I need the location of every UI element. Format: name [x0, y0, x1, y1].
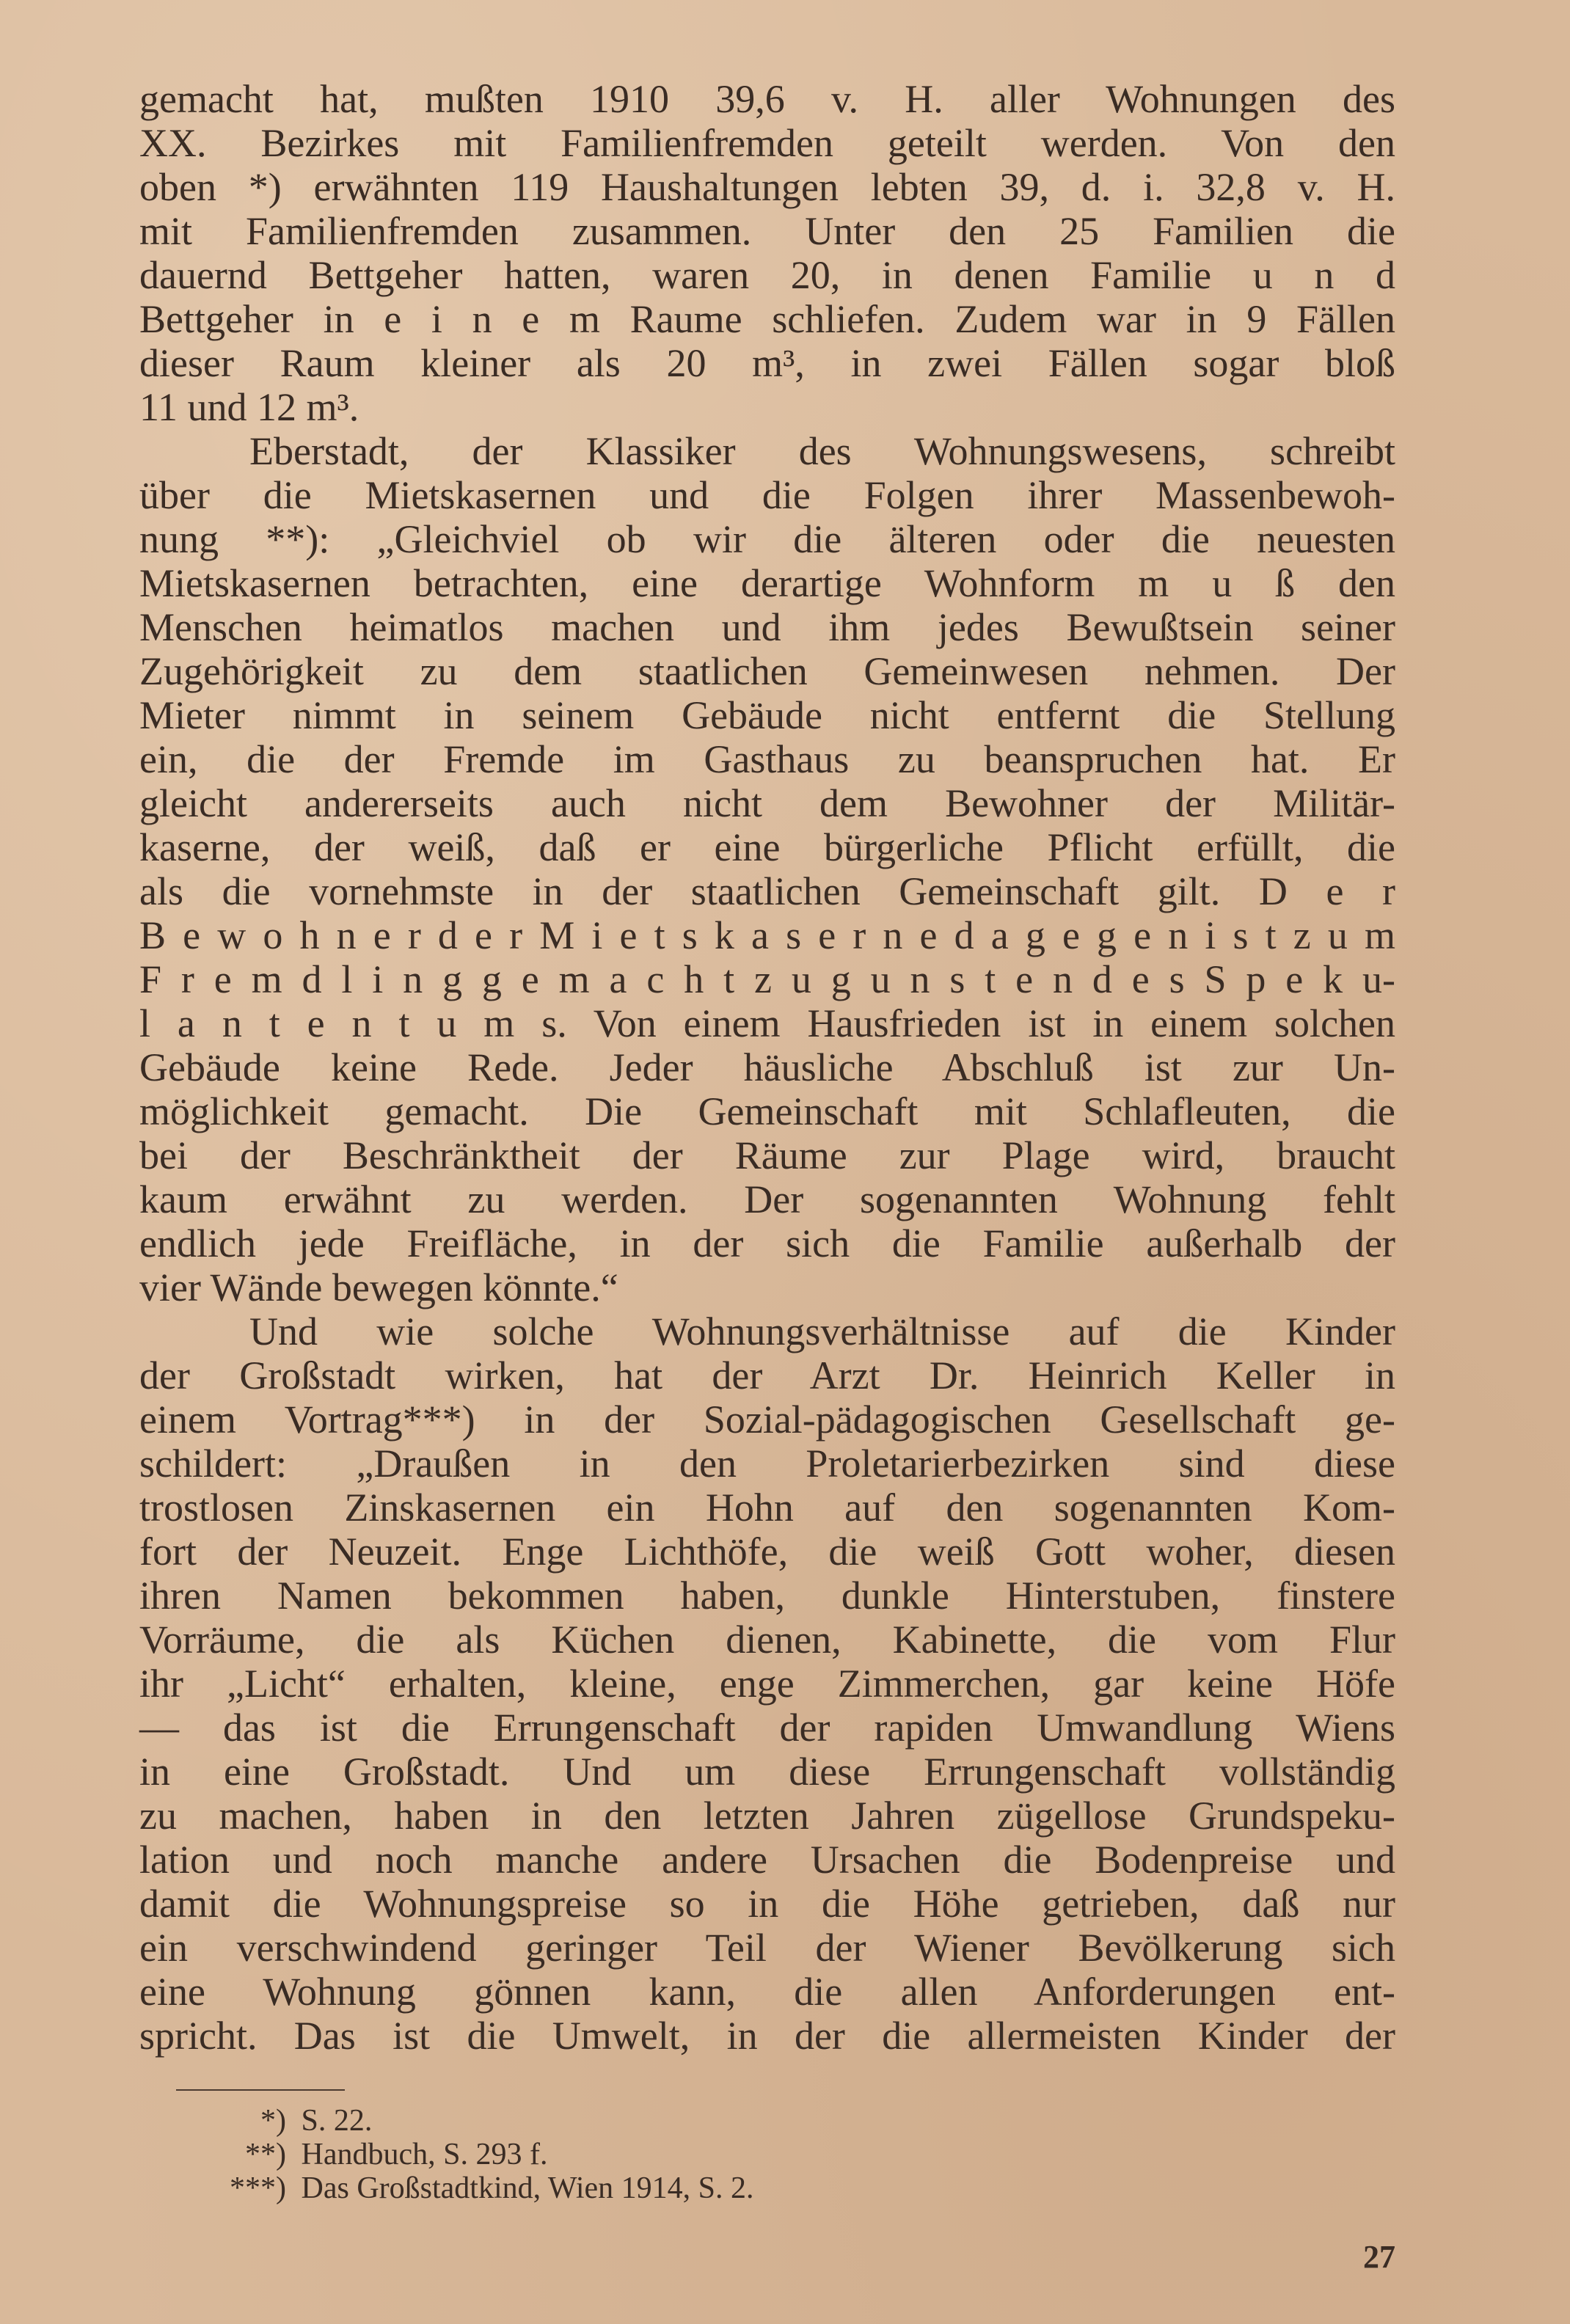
text-line: trostlosen Zinskasernen ein Hohn auf den sogenannten Kom- [139, 1486, 1395, 1530]
text-line: ein, die der Fremde im Gasthaus zu beanspruchen hat. Er [139, 737, 1395, 781]
text-line: einem Vortrag***) in der Sozial-pädagogischen Gesellschaft ge- [139, 1397, 1395, 1441]
text-line: Menschen heimatlos machen und ihm jedes Bewußtsein seiner [139, 605, 1395, 649]
text-line: — das ist die Errungenschaft der rapiden Umwandlung Wiens [139, 1706, 1395, 1750]
text-line: fort der Neuzeit. Enge Lichthöfe, die weiß Gott woher, diesen [139, 1530, 1395, 1574]
paragraph-start-line: Und wie solche Wohnungsverhältnisse auf die Kinder [249, 1309, 1395, 1353]
footnotes [139, 2104, 1395, 2205]
text-line: ein verschwindend geringer Teil der Wiener Bevölkerung sich [139, 1926, 1395, 1970]
footnote-item [139, 2171, 1395, 2205]
footnote-text: Das Großstadtkind, Wien 1914, S. 2. [301, 2171, 754, 2205]
footnote-mark: **) [245, 2138, 286, 2171]
text-line: Vorräume, die als Küchen dienen, Kabinette, die vom Flur [139, 1618, 1395, 1662]
text-line: Gebäude keine Rede. Jeder häusliche Abschluß ist zur Un- [139, 1045, 1395, 1089]
text-line: gleicht andererseits auch nicht dem Bewohner der Militär- [139, 781, 1395, 825]
text-line: mit Familienfremden zusammen. Unter den 25 Familien die [139, 209, 1395, 253]
footnote-item [139, 2138, 1395, 2171]
text-line: bei der Beschränktheit der Räume zur Plage wird, braucht [139, 1133, 1395, 1177]
text-line: damit die Wohnungspreise so in die Höhe getrieben, daß nur [139, 1882, 1395, 1926]
text-line: ihr „Licht“ erhalten, kleine, enge Zimmerchen, gar keine Höfe [139, 1662, 1395, 1706]
text-line: der Großstadt wirken, hat der Arzt Dr. Heinrich Keller in [139, 1353, 1395, 1397]
text-line: B e w o h n e r d e r M i e t s k a s e r n e d a g e g e n i s t z u m [139, 913, 1395, 957]
text-line: oben *) erwähnten 119 Haushaltungen lebten 39, d. i. 32,8 v. H. [139, 165, 1395, 209]
text-line: XX. Bezirkes mit Familienfremden geteilt werden. Von den [139, 121, 1395, 165]
text-line: spricht. Das ist die Umwelt, in der die allermeisten Kinder der [139, 2014, 1395, 2058]
text-line: vier Wände bewegen könnte.“ [139, 1265, 618, 1309]
text-line: kaum erwähnt zu werden. Der sogenannten Wohnung fehlt [139, 1177, 1395, 1221]
footnote-divider [176, 2089, 345, 2091]
text-line: ihren Namen bekommen haben, dunkle Hinterstuben, finstere [139, 1574, 1395, 1618]
text-line: in eine Großstadt. Und um diese Errungenschaft vollständig [139, 1750, 1395, 1794]
text-line: Mieter nimmt in seinem Gebäude nicht entfernt die Stellung [139, 693, 1395, 737]
footnote-item [139, 2104, 1395, 2138]
text-line: als die vornehmste in der staatlichen Gemeinschaft gilt. D e r [139, 869, 1395, 913]
text-line: lation und noch manche andere Ursachen die Bodenpreise und [139, 1838, 1395, 1882]
text-line: dieser Raum kleiner als 20 m³, in zwei Fällen sogar bloß [139, 341, 1395, 385]
footnote-text: S. 22. [301, 2104, 373, 2138]
text-line: nung **): „Gleichviel ob wir die älteren oder die neuesten [139, 517, 1395, 561]
text-line: F r e m d l i n g g e m a c h t z u g u n s t e n d e s S p e k u- [139, 957, 1395, 1001]
text-line: Mietskasernen betrachten, eine derartige Wohnform m u ß den [139, 561, 1395, 605]
text-line: dauernd Bettgeher hatten, waren 20, in denen Familie u n d [139, 253, 1395, 297]
text-line: Zugehörigkeit zu dem staatlichen Gemeinwesen nehmen. Der [139, 649, 1395, 693]
text-line: kaserne, der weiß, daß er eine bürgerliche Pflicht erfüllt, die [139, 825, 1395, 869]
text-line: über die Mietskasernen und die Folgen ihrer Massenbewoh- [139, 473, 1395, 517]
text-line: eine Wohnung gönnen kann, die allen Anforderungen ent- [139, 1970, 1395, 2014]
text-line: l a n t e n t u m s. Von einem Hausfrieden ist in einem solchen [139, 1001, 1395, 1045]
paragraph-start-line: Eberstadt, der Klassiker des Wohnungswesens, schreibt [249, 429, 1395, 473]
text-line: Bettgeher in e i n e m Raume schliefen. Zudem war in 9 Fällen [139, 297, 1395, 341]
text-line: schildert: „Draußen in den Proletarierbezirken sind diese [139, 1441, 1395, 1486]
text-line: gemacht hat, mußten 1910 39,6 v. H. aller Wohnungen des [139, 77, 1395, 121]
footnote-mark: ***) [230, 2171, 286, 2205]
text-line: möglichkeit gemacht. Die Gemeinschaft mit Schlafleuten, die [139, 1089, 1395, 1133]
text-line: zu machen, haben in den letzten Jahren zügellose Grundspeku- [139, 1794, 1395, 1838]
text-line: 11 und 12 m³. [139, 385, 359, 429]
body-text [139, 77, 1395, 2058]
page-number: 27 [1363, 2239, 1395, 2275]
text-line: endlich jede Freifläche, in der sich die Familie außerhalb der [139, 1221, 1395, 1265]
footnote-text: Handbuch, S. 293 f. [301, 2138, 548, 2171]
footnote-mark: *) [260, 2104, 286, 2138]
